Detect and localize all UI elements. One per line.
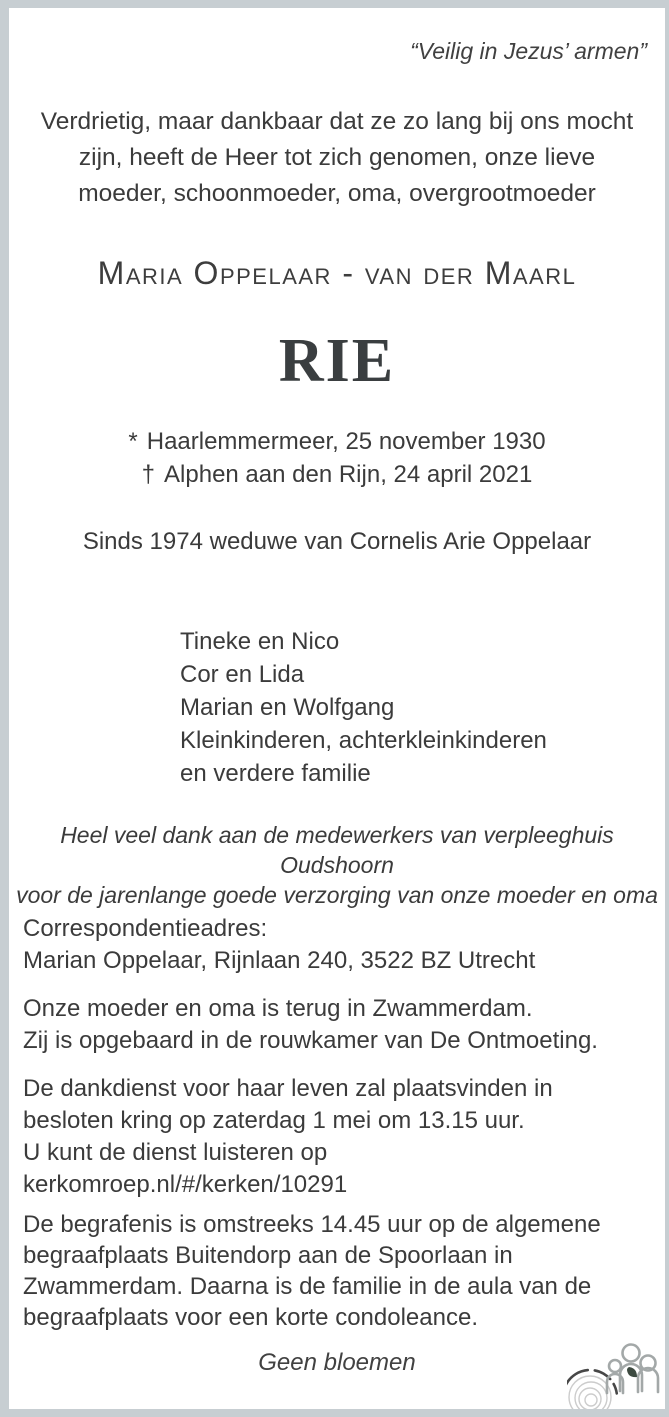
- intro-line: moeder, schoonmoeder, oma, overgrootmoeder: [78, 180, 596, 207]
- family-member: Kleinkinderen, achterkleinkinderen: [180, 727, 547, 754]
- no-flowers-note: Geen bloemen: [258, 1349, 416, 1376]
- thanks-line: voor de jarenlange goede verzorging van onze moeder en oma: [16, 882, 658, 908]
- thanks-line: Heel veel dank aan de medewerkers van verpleeghuis Oudshoorn: [60, 822, 614, 878]
- service-line: U kunt de dienst luisteren op: [23, 1139, 328, 1166]
- family-member: en verdere familie: [180, 760, 371, 787]
- burial-line: begraafplaats Buitendorp aan de Spoorlaan in: [23, 1242, 513, 1269]
- correspondence-label: Correspondentieadres:: [23, 915, 268, 942]
- death-place-date: Alphen aan den Rijn, 24 april 2021: [164, 461, 533, 488]
- family-member: Cor en Lida: [180, 661, 305, 688]
- died-symbol: †: [141, 461, 156, 488]
- memorial-publisher-logo-icon: [567, 1325, 665, 1415]
- service-line: De dankdienst voor haar leven zal plaatsvinden in: [23, 1075, 553, 1102]
- service-line: besloten kring op zaterdag 1 mei om 13.15 uur.: [23, 1107, 525, 1134]
- death-line: [9, 458, 665, 491]
- repose-line: Onze moeder en oma is terug in Zwammerdam.: [23, 995, 533, 1022]
- burial-line: De begrafenis is omstreeks 14.45 uur op de algemene: [23, 1211, 601, 1238]
- born-symbol: *: [128, 428, 138, 455]
- burial-line: begraafplaats voor een korte condoleance.: [23, 1304, 478, 1331]
- deceased-nickname: RIE: [278, 327, 396, 395]
- correspondence-block: [23, 913, 645, 977]
- intro-paragraph: [9, 104, 665, 212]
- deceased-full-name: Maria Oppelaar - van der Maarl: [97, 255, 577, 291]
- widow-line: Sinds 1974 weduwe van Cornelis Arie Oppelaar: [82, 528, 592, 555]
- service-block: [23, 1073, 645, 1201]
- intro-line: zijn, heeft de Heer tot zich genomen, onze lieve: [78, 144, 596, 171]
- birth-death-dates: [9, 425, 665, 491]
- repose-block: [23, 993, 645, 1057]
- service-line kerkomroep-url: kerkomroep.nl/#/kerken/10291: [23, 1171, 348, 1198]
- memorial-quote: “Veilig in Jezus’ armen”: [410, 38, 647, 64]
- repose-line: Zij is opgebaard in de rouwkamer van De Ontmoeting.: [23, 1027, 598, 1054]
- intro-line: Verdrietig, maar dankbaar dat ze zo lang bij ons mocht: [40, 108, 634, 135]
- family-member: Marian en Wolfgang: [180, 694, 395, 721]
- family-member: Tineke en Nico: [180, 628, 340, 655]
- thanks-paragraph: [9, 820, 665, 910]
- birth-place-date: Haarlemmermeer, 25 november 1930: [146, 428, 546, 455]
- burial-line: Zwammerdam. Daarna is de familie in de aula van de: [23, 1273, 592, 1300]
- family-list: [180, 625, 547, 790]
- correspondence-address: Marian Oppelaar, Rijnlaan 240, 3522 BZ Utrecht: [23, 947, 536, 974]
- burial-block: [23, 1209, 645, 1333]
- birth-line: [9, 425, 665, 458]
